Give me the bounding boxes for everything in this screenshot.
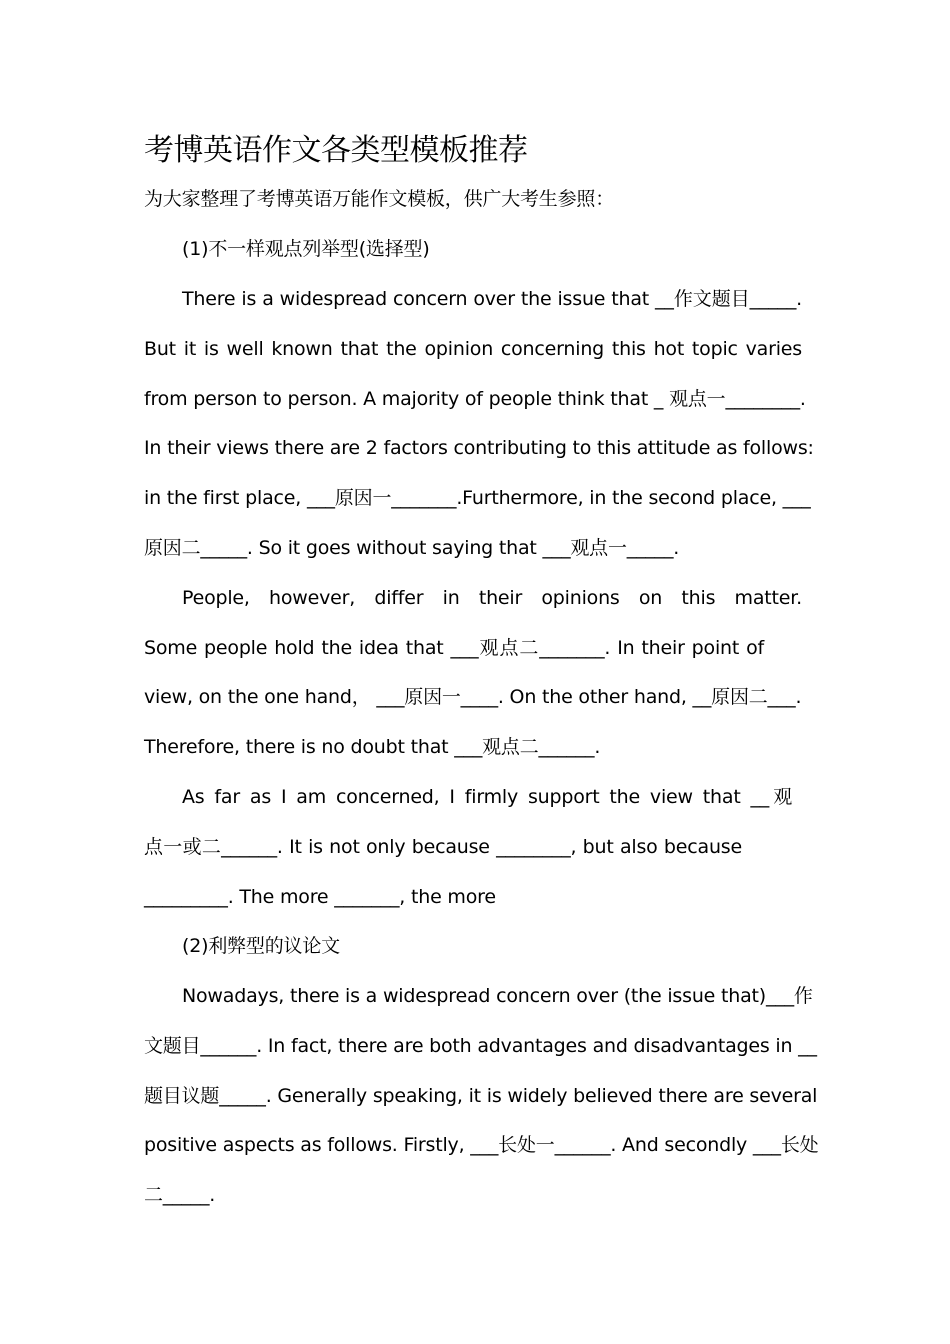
paragraph-line: Some people hold the idea that ___观点二_______. In their point of xyxy=(144,637,764,659)
paragraph-line: Nowadays, there is a widespread concern over (the issue that)___作 xyxy=(182,985,813,1007)
paragraph-line: There is a widespread concern over the issue that __作文题目_____. xyxy=(182,288,802,310)
paragraph-line: As far as I am concerned, I firmly support the view that __观 xyxy=(182,786,792,808)
paragraph-line: 点一或二______. It is not only because ________, but also because xyxy=(144,836,742,858)
intro-line: 为大家整理了考博英语万能作文模板，供广大考生参照： xyxy=(144,188,615,210)
paragraph-line: But it is well known that the opinion concerning this hot topic varies xyxy=(144,338,802,360)
paragraph-line: _________. The more _______, the more xyxy=(144,886,496,908)
paragraph-line: view, on the one hand， ___原因一____. On the other hand, __原因二___. xyxy=(144,686,802,708)
paragraph-line: 文题目______. In fact, there are both advantages and disadvantages in __ xyxy=(144,1035,817,1057)
paragraph-line: In their views there are 2 factors contributing to this attitude as follows: xyxy=(144,437,814,459)
paragraph-line: 题目议题_____. Generally speaking, it is widely believed there are several xyxy=(144,1085,818,1107)
paragraph-line: 二_____. xyxy=(144,1184,216,1206)
paragraph-line: Therefore, there is no doubt that ___观点二______. xyxy=(144,736,601,758)
section-heading-2: (2)利弊型的议论文 xyxy=(182,935,340,957)
paragraph-line: People, however, differ in their opinions on this matter. xyxy=(182,587,802,609)
paragraph-line: from person to person. A majority of people think that _ 观点一________. xyxy=(144,388,806,410)
paragraph-line: 原因二_____. So it goes without saying that ___观点一_____. xyxy=(144,537,680,559)
document-title: 考博英语作文各类型模板推荐 xyxy=(144,133,528,168)
section-heading-1: (1)不一样观点列举型(选择型) xyxy=(182,238,430,260)
paragraph-line: positive aspects as follows. Firstly, ___长处一______. And secondly ___长处 xyxy=(144,1134,819,1156)
paragraph-line: in the first place, ___原因一_______.Furthermore, in the second place, ___ xyxy=(144,487,811,509)
